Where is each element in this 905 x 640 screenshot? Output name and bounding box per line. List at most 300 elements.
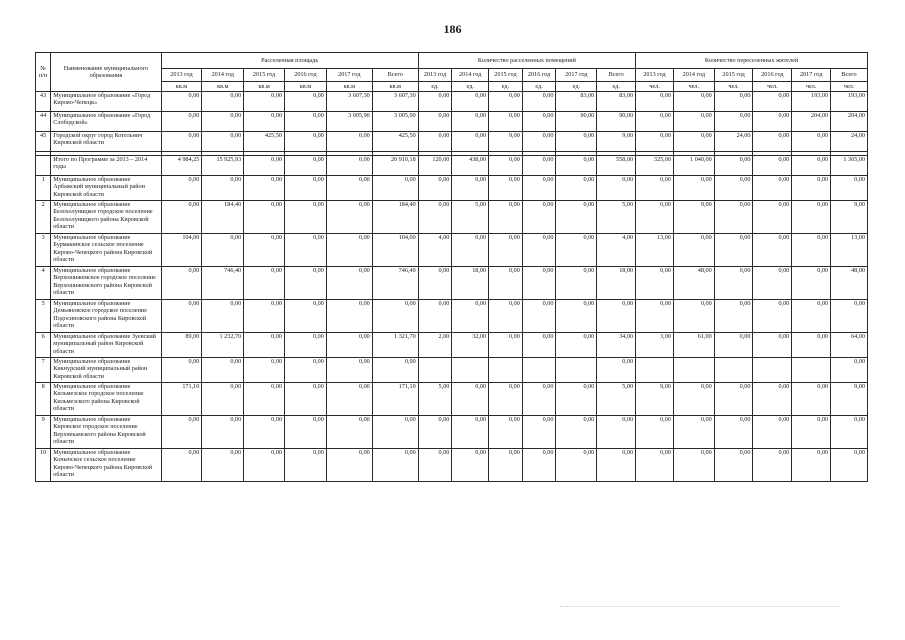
rooms-cell: 0,00 (597, 449, 636, 482)
area-cell: 0,00 (372, 416, 418, 449)
people-cell: 0,00 (636, 201, 674, 234)
rooms-cell: 0,00 (522, 201, 556, 234)
header-year-rooms: Всего (597, 69, 636, 82)
people-cell: 0,00 (714, 383, 753, 416)
table-row (36, 92, 868, 112)
people-cell: 0,00 (792, 383, 831, 416)
municipality-name: Муниципальное образование Верхошижемское городское поселение Верхошижемского района Кировской области (51, 267, 161, 300)
people-cell: 0,00 (792, 300, 831, 333)
area-cell: 0,00 (244, 112, 285, 132)
municipality-name: Муниципальное образование Бурмакинское сельское поселение Кирово-Чепецкого района Кировской области (51, 234, 161, 267)
municipality-name: Городской округ город Котельнич Кировской области (51, 132, 161, 152)
municipality-name: Муниципальное образование Коныпское сельское поселение Кирово-Чепецкого района Кировской области (51, 449, 161, 482)
rooms-cell: 83,00 (597, 92, 636, 112)
row-number: 1 (36, 176, 51, 201)
row-number: 9 (36, 416, 51, 449)
people-cell: 0,00 (636, 449, 674, 482)
people-cell: 204,00 (792, 112, 831, 132)
people-cell: 0,00 (673, 383, 714, 416)
people-cell: 0,00 (831, 300, 868, 333)
rooms-cell: 0,00 (452, 416, 489, 449)
rooms-cell: 0,00 (452, 449, 489, 482)
rooms-cell (418, 358, 452, 383)
header-year-people: Всего (831, 69, 868, 82)
header-group-people: Количество переселенных жителей (636, 53, 868, 69)
header-year-people: 2015 год (714, 69, 753, 82)
people-cell: 0,00 (673, 176, 714, 201)
people-cell: 0,00 (792, 416, 831, 449)
area-cell: 0,00 (372, 449, 418, 482)
rooms-cell: 4,00 (597, 234, 636, 267)
header-year-area: 2016 год (285, 69, 327, 82)
rooms-cell: 32,00 (452, 333, 489, 358)
header-unit-people: чел. (673, 82, 714, 92)
rooms-cell: 0,00 (522, 234, 556, 267)
area-cell: 0,00 (326, 358, 372, 383)
area-cell: 0,00 (202, 358, 244, 383)
rooms-cell: 5,00 (452, 201, 489, 234)
area-cell: 0,00 (372, 300, 418, 333)
area-cell: 4 984,25 (161, 156, 202, 176)
rooms-cell: 0,00 (597, 300, 636, 333)
header-unit-people: чел. (753, 82, 792, 92)
rooms-cell: 0,00 (556, 383, 597, 416)
rooms-cell: 0,00 (522, 333, 556, 358)
row-number: 44 (36, 112, 51, 132)
area-cell: 0,00 (285, 333, 327, 358)
header-year-rooms: 2017 год (556, 69, 597, 82)
rooms-cell: 0,00 (418, 112, 452, 132)
people-cell: 0,00 (753, 112, 792, 132)
area-cell: 0,00 (285, 358, 327, 383)
table-row (36, 300, 868, 333)
header-unit-people: чел. (636, 82, 674, 92)
people-cell: 0,00 (753, 132, 792, 152)
area-cell: 746,40 (372, 267, 418, 300)
table-row (36, 201, 868, 234)
area-cell: 0,00 (326, 383, 372, 416)
people-cell (753, 358, 792, 383)
area-cell: 0,00 (326, 300, 372, 333)
rooms-cell: 83,00 (556, 92, 597, 112)
rooms-cell: 0,00 (452, 92, 489, 112)
header-group-area: Расселенная площадь (161, 53, 418, 69)
row-number: 5 (36, 300, 51, 333)
rooms-cell: 0,00 (489, 300, 523, 333)
area-cell: 0,00 (161, 201, 202, 234)
people-cell: 0,00 (753, 333, 792, 358)
rooms-cell: 0,00 (418, 416, 452, 449)
rooms-cell: 0,00 (489, 383, 523, 416)
area-cell: 0,00 (161, 300, 202, 333)
rooms-cell: 0,00 (522, 132, 556, 152)
area-cell: 746,40 (202, 267, 244, 300)
area-cell: 0,00 (202, 112, 244, 132)
table-row (36, 132, 868, 152)
scan-artifact (560, 606, 840, 608)
area-cell: 0,00 (372, 176, 418, 201)
table-header (36, 53, 868, 92)
rooms-cell: 0,00 (489, 176, 523, 201)
header-unit-area: кв.м (202, 82, 244, 92)
rooms-cell: 0,00 (489, 201, 523, 234)
people-cell: 0,00 (714, 156, 753, 176)
table-row (36, 358, 868, 383)
area-cell: 0,00 (285, 176, 327, 201)
header-year-people: 2016 год (753, 69, 792, 82)
header-unit-area: кв.м (326, 82, 372, 92)
area-cell: 0,00 (202, 416, 244, 449)
people-cell: 0,00 (753, 234, 792, 267)
header-unit-area: кв.м (372, 82, 418, 92)
area-cell: 0,00 (244, 416, 285, 449)
area-cell: 0,00 (161, 267, 202, 300)
area-cell: 1 232,70 (202, 333, 244, 358)
area-cell: 0,00 (285, 416, 327, 449)
area-cell: 0,00 (326, 234, 372, 267)
people-cell: 0,00 (753, 92, 792, 112)
people-cell: 9,00 (831, 383, 868, 416)
table-row (36, 112, 868, 132)
people-cell: 0,00 (636, 300, 674, 333)
page-number: 186 (443, 22, 462, 36)
area-cell: 0,00 (202, 449, 244, 482)
header-year-people: 2013 год (636, 69, 674, 82)
people-cell: 0,00 (753, 176, 792, 201)
area-cell: 0,00 (244, 234, 285, 267)
rooms-cell: 0,00 (522, 300, 556, 333)
people-cell: 48,00 (673, 267, 714, 300)
header-group-rooms: Количество расселенных помещений (418, 53, 635, 69)
rooms-cell: 0,00 (489, 92, 523, 112)
people-cell: 0,00 (673, 416, 714, 449)
rooms-cell: 438,00 (452, 156, 489, 176)
area-cell: 0,00 (285, 201, 327, 234)
rooms-cell: 0,00 (452, 112, 489, 132)
people-cell: 0,00 (714, 333, 753, 358)
rooms-cell: 0,00 (452, 176, 489, 201)
municipality-name: Муниципальное образование Кировское городское поселение Верхнекамского района Кировской области (51, 416, 161, 449)
people-cell: 0,00 (753, 383, 792, 416)
header-year-area: 2014 год (202, 69, 244, 82)
people-cell: 0,00 (792, 234, 831, 267)
area-cell: 0,00 (202, 176, 244, 201)
rooms-cell: 0,00 (418, 300, 452, 333)
people-cell: 0,00 (714, 234, 753, 267)
area-cell: 3 005,90 (372, 112, 418, 132)
area-cell: 0,00 (161, 176, 202, 201)
header-unit-area: кв.м (161, 82, 202, 92)
municipality-name: Муниципальное образование «Город Слободской» (51, 112, 161, 132)
rooms-cell: 0,00 (556, 234, 597, 267)
header-unit-rooms: ед. (522, 82, 556, 92)
header-year-area: 2013 год (161, 69, 202, 82)
people-cell: 0,00 (673, 112, 714, 132)
area-cell: 0,00 (202, 234, 244, 267)
header-num: № п/п (36, 53, 51, 92)
area-cell: 20 910,18 (372, 156, 418, 176)
people-cell: 13,00 (831, 234, 868, 267)
row-number: 3 (36, 234, 51, 267)
people-cell: 0,00 (792, 132, 831, 152)
rooms-cell (452, 358, 489, 383)
header-unit-rooms: ед. (556, 82, 597, 92)
area-cell: 171,10 (372, 383, 418, 416)
rooms-cell: 0,00 (522, 267, 556, 300)
row-number: 43 (36, 92, 51, 112)
area-cell: 0,00 (285, 132, 327, 152)
rooms-cell: 0,00 (522, 416, 556, 449)
people-cell: 0,00 (636, 92, 674, 112)
people-cell: 325,00 (636, 156, 674, 176)
area-cell: 0,00 (161, 112, 202, 132)
rooms-cell: 18,00 (597, 267, 636, 300)
row-number: 6 (36, 333, 51, 358)
people-cell: 0,00 (714, 92, 753, 112)
area-cell: 3 607,30 (372, 92, 418, 112)
rooms-cell: 120,00 (418, 156, 452, 176)
rooms-cell: 34,00 (597, 333, 636, 358)
rooms-cell: 0,00 (418, 176, 452, 201)
area-cell: 0,00 (326, 449, 372, 482)
area-cell: 0,00 (202, 92, 244, 112)
rooms-cell: 0,00 (556, 267, 597, 300)
area-cell: 425,50 (372, 132, 418, 152)
area-cell: 0,00 (244, 358, 285, 383)
area-cell: 0,00 (244, 300, 285, 333)
rooms-cell: 0,00 (522, 112, 556, 132)
people-cell: 3,00 (636, 333, 674, 358)
municipality-name: Итого по Программе за 2013 – 2014 годы (51, 156, 161, 176)
header-years-row (36, 69, 868, 82)
header-unit-rooms: ед. (489, 82, 523, 92)
area-cell: 425,50 (244, 132, 285, 152)
table-row (36, 176, 868, 201)
people-cell: 0,00 (753, 201, 792, 234)
area-cell: 0,00 (161, 92, 202, 112)
area-cell: 1 321,70 (372, 333, 418, 358)
area-cell: 0,00 (326, 416, 372, 449)
area-cell: 0,00 (326, 176, 372, 201)
people-cell: 0,00 (636, 267, 674, 300)
rooms-cell: 90,00 (597, 112, 636, 132)
area-cell: 104,00 (161, 234, 202, 267)
rooms-cell: 0,00 (556, 416, 597, 449)
people-cell: 0,00 (673, 132, 714, 152)
header-year-rooms: 2013 год (418, 69, 452, 82)
people-cell: 0,00 (714, 112, 753, 132)
people-cell (792, 358, 831, 383)
people-cell: 9,00 (831, 201, 868, 234)
people-cell: 24,00 (831, 132, 868, 152)
rooms-cell: 0,00 (418, 132, 452, 152)
rooms-cell: 558,00 (597, 156, 636, 176)
table-row (36, 416, 868, 449)
municipality-name: Муниципальное образование Арбажский муниципальный район Кировской области (51, 176, 161, 201)
rooms-cell: 0,00 (418, 92, 452, 112)
people-cell: 0,00 (831, 176, 868, 201)
area-cell: 0,00 (161, 358, 202, 383)
rooms-cell: 0,00 (418, 201, 452, 234)
people-cell: 193,00 (792, 92, 831, 112)
area-cell: 0,00 (326, 201, 372, 234)
area-cell: 184,40 (202, 201, 244, 234)
municipality-name: Муниципальное образование Белохолуницкое городское поселение Белохолуницкого района Кировской области (51, 201, 161, 234)
rooms-cell: 0,00 (489, 449, 523, 482)
people-cell: 0,00 (753, 300, 792, 333)
rooms-cell (489, 358, 523, 383)
rooms-cell: 0,00 (556, 300, 597, 333)
area-cell: 3 005,90 (326, 112, 372, 132)
people-cell: 0,00 (673, 92, 714, 112)
row-number: 4 (36, 267, 51, 300)
rooms-cell: 0,00 (452, 234, 489, 267)
people-cell: 0,00 (714, 176, 753, 201)
table-row (36, 234, 868, 267)
people-cell: 204,00 (831, 112, 868, 132)
area-cell: 0,00 (244, 92, 285, 112)
people-cell: 0,00 (714, 449, 753, 482)
area-cell: 0,00 (161, 449, 202, 482)
rooms-cell: 5,00 (597, 383, 636, 416)
people-cell: 0,00 (636, 416, 674, 449)
area-cell: 0,00 (161, 416, 202, 449)
area-cell: 0,00 (326, 156, 372, 176)
people-cell (714, 358, 753, 383)
people-cell: 0,00 (831, 416, 868, 449)
people-cell: 9,00 (636, 383, 674, 416)
row-number (36, 156, 51, 176)
rooms-cell: 0,00 (522, 156, 556, 176)
header-year-area: Всего (372, 69, 418, 82)
header-year-area: 2015 год (244, 69, 285, 82)
rooms-cell: 0,00 (489, 112, 523, 132)
people-cell: 0,00 (831, 449, 868, 482)
rooms-cell: 0,00 (489, 333, 523, 358)
area-cell: 0,00 (244, 333, 285, 358)
people-cell: 0,00 (714, 267, 753, 300)
municipality-name: Муниципальное образование Демьяновское городское поселение Подосиновского района Кировской области (51, 300, 161, 333)
area-cell: 0,00 (285, 383, 327, 416)
header-unit-people: чел. (714, 82, 753, 92)
area-cell: 104,00 (372, 234, 418, 267)
area-cell: 0,00 (244, 201, 285, 234)
area-cell: 0,00 (285, 300, 327, 333)
people-cell: 0,00 (792, 156, 831, 176)
people-cell: 1 365,00 (831, 156, 868, 176)
area-cell: 0,00 (285, 449, 327, 482)
people-cell (673, 358, 714, 383)
row-number: 7 (36, 358, 51, 383)
rooms-cell: 5,00 (597, 201, 636, 234)
header-unit-people: чел. (831, 82, 868, 92)
people-cell: 193,00 (831, 92, 868, 112)
area-cell: 3 607,30 (326, 92, 372, 112)
row-number: 2 (36, 201, 51, 234)
header-unit-rooms: ед. (597, 82, 636, 92)
area-cell: 0,00 (244, 449, 285, 482)
rooms-cell: 0,00 (522, 92, 556, 112)
area-cell: 0,00 (202, 132, 244, 152)
area-cell: 89,00 (161, 333, 202, 358)
rooms-cell: 0,00 (597, 176, 636, 201)
area-cell: 0,00 (244, 383, 285, 416)
rooms-cell: 4,00 (418, 234, 452, 267)
header-year-people: 2017 год (792, 69, 831, 82)
rooms-cell: 90,00 (556, 112, 597, 132)
people-cell: 0,00 (714, 416, 753, 449)
area-cell: 0,00 (244, 176, 285, 201)
rooms-cell: 0,00 (452, 383, 489, 416)
people-cell: 0,00 (753, 449, 792, 482)
rooms-cell: 0,00 (556, 176, 597, 201)
people-cell: 24,00 (714, 132, 753, 152)
rooms-cell: 0,00 (556, 449, 597, 482)
area-cell: 0,00 (202, 300, 244, 333)
people-cell: 0,00 (673, 449, 714, 482)
people-cell: 0,00 (792, 333, 831, 358)
rooms-cell: 0,00 (489, 267, 523, 300)
row-number: 10 (36, 449, 51, 482)
people-cell: 0,00 (792, 267, 831, 300)
row-number: 8 (36, 383, 51, 416)
table-row (36, 333, 868, 358)
municipality-name: Муниципальное образование Кильмезское городское поселение Кильмезского района Кировской области (51, 383, 161, 416)
area-cell: 184,40 (372, 201, 418, 234)
area-cell: 0,00 (326, 267, 372, 300)
rooms-cell: 0,00 (522, 383, 556, 416)
people-cell: 0,00 (714, 201, 753, 234)
header-units-row (36, 82, 868, 92)
rooms-cell: 0,00 (489, 234, 523, 267)
rooms-cell: 0,00 (556, 333, 597, 358)
header-year-rooms: 2014 год (452, 69, 489, 82)
people-cell (636, 358, 674, 383)
rooms-cell: 0,00 (418, 449, 452, 482)
people-cell: 0,00 (673, 234, 714, 267)
header-unit-rooms: ед. (452, 82, 489, 92)
people-cell: 61,00 (673, 333, 714, 358)
area-cell: 0,00 (285, 112, 327, 132)
rooms-cell: 0,00 (597, 416, 636, 449)
people-cell: 1 040,00 (673, 156, 714, 176)
people-cell: 0,00 (792, 201, 831, 234)
row-number: 45 (36, 132, 51, 152)
header-year-people: 2014 год (673, 69, 714, 82)
municipality-name: Муниципальное образование Кикнурский муниципальный район Кировской области (51, 358, 161, 383)
area-cell: 0,00 (372, 358, 418, 383)
area-cell: 0,00 (285, 234, 327, 267)
people-cell: 0,00 (753, 416, 792, 449)
people-cell: 0,00 (636, 132, 674, 152)
rooms-cell: 2,00 (418, 333, 452, 358)
people-cell: 13,00 (636, 234, 674, 267)
rooms-cell: 0,00 (522, 176, 556, 201)
people-cell: 64,00 (831, 333, 868, 358)
rooms-cell: 0,00 (452, 300, 489, 333)
rooms-cell: 0,00 (597, 358, 636, 383)
rooms-cell: 5,00 (418, 383, 452, 416)
area-cell: 0,00 (244, 267, 285, 300)
area-cell: 0,00 (285, 267, 327, 300)
people-cell: 0,00 (753, 267, 792, 300)
people-cell: 0,00 (831, 358, 868, 383)
table-row (36, 267, 868, 300)
area-cell: 0,00 (202, 383, 244, 416)
rooms-cell: 9,00 (597, 132, 636, 152)
resettlement-table (35, 52, 868, 482)
rooms-cell (522, 358, 556, 383)
